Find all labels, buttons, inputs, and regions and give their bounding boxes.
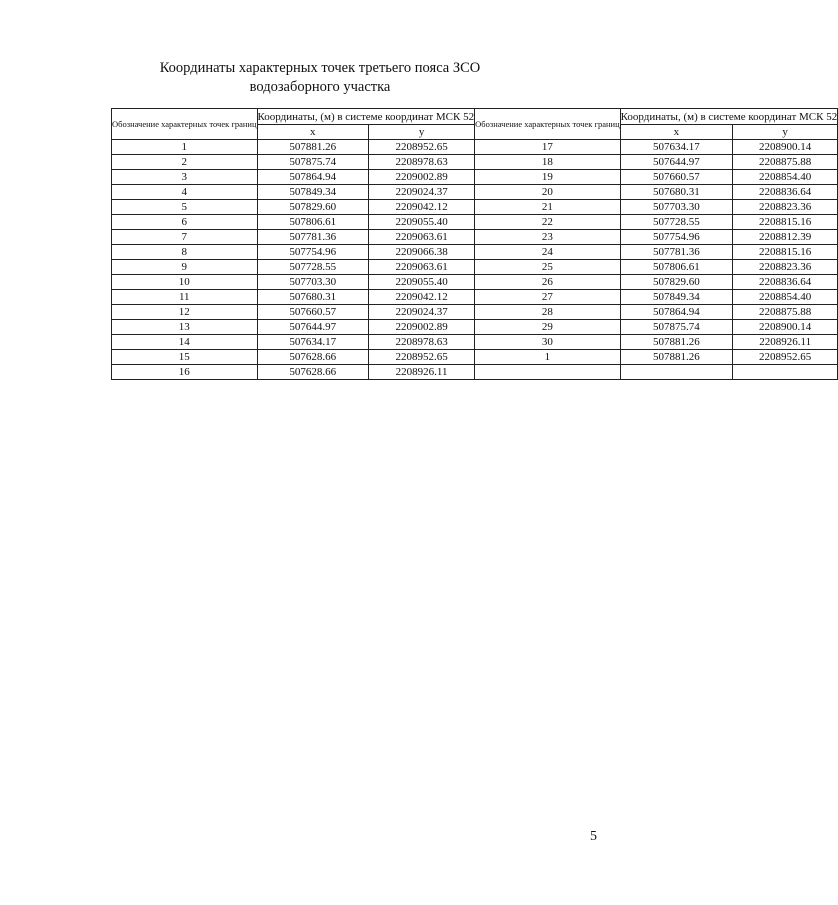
left-y-coordinate: 2209002.89 [369, 320, 475, 335]
left-y-coordinate: 2209063.61 [369, 230, 475, 245]
left-point-id: 12 [112, 305, 258, 320]
left-point-id: 7 [112, 230, 258, 245]
table-row [112, 275, 838, 290]
right-y-coordinate: 2208952.65 [733, 350, 838, 365]
right-point-id: 21 [475, 200, 621, 215]
left-x-coordinate: 507680.31 [257, 290, 368, 305]
table-row [112, 155, 838, 170]
right-y-coordinate: 2208823.36 [733, 260, 838, 275]
left-y-coordinate: 2209024.37 [369, 185, 475, 200]
left-point-id: 16 [112, 365, 258, 380]
left-point-id: 8 [112, 245, 258, 260]
title-line-2: водозаборного участка [249, 79, 391, 95]
table-row [112, 185, 838, 200]
left-y-coordinate: 2208926.11 [369, 365, 475, 380]
table-row [112, 365, 838, 380]
page-number: 5 [590, 829, 597, 844]
left-y-coordinate: 2209042.12 [369, 200, 475, 215]
left-x-coordinate: 507628.66 [257, 350, 368, 365]
left-x-coordinate: 507660.57 [257, 305, 368, 320]
left-y-coordinate: 2209063.61 [369, 260, 475, 275]
left-x-coordinate: 507628.66 [257, 365, 368, 380]
right-x-coordinate: 507864.94 [620, 305, 732, 320]
right-point-id: 22 [475, 215, 621, 230]
table-header-row [112, 109, 838, 125]
table-row [112, 335, 838, 350]
right-y-coordinate: 2208900.14 [733, 320, 838, 335]
left-x-coordinate: 507806.61 [257, 215, 368, 230]
left-point-id: 6 [112, 215, 258, 230]
right-point-id: 29 [475, 320, 621, 335]
page-title [0, 59, 640, 97]
right-y-coordinate: 2208836.64 [733, 185, 838, 200]
table-row [112, 350, 838, 365]
right-y-coordinate: 2208875.88 [733, 305, 838, 320]
right-point-id: 30 [475, 335, 621, 350]
right-y-coordinate: 2208926.11 [733, 335, 838, 350]
left-y-coordinate: 2209055.40 [369, 215, 475, 230]
right-y-coordinate: 2208815.16 [733, 245, 838, 260]
right-y-coordinate [733, 365, 838, 380]
title-line-1: Координаты характерных точек третьего пояса ЗСО [159, 60, 481, 76]
right-x-coordinate: 507881.26 [620, 335, 732, 350]
right-y-coordinate: 2208854.40 [733, 170, 838, 185]
left-y-coordinate: 2209024.37 [369, 305, 475, 320]
table-row [112, 170, 838, 185]
left-x-coordinate: 507703.30 [257, 275, 368, 290]
right-y-coordinate: 2208812.39 [733, 230, 838, 245]
right-point-id: 27 [475, 290, 621, 305]
left-point-id: 3 [112, 170, 258, 185]
table-row [112, 260, 838, 275]
left-x-coordinate: 507781.36 [257, 230, 368, 245]
right-point-id: 23 [475, 230, 621, 245]
right-point-id: 25 [475, 260, 621, 275]
left-point-id: 13 [112, 320, 258, 335]
table-row [112, 290, 838, 305]
coord-header-left: Координаты, (м) в системе координат МСК 52 [257, 109, 475, 125]
table-row [112, 245, 838, 260]
right-y-coordinate: 2208823.36 [733, 200, 838, 215]
left-y-coordinate: 2209066.38 [369, 245, 475, 260]
left-point-id: 1 [112, 140, 258, 155]
left-x-coordinate: 507881.26 [257, 140, 368, 155]
right-x-coordinate: 507660.57 [620, 170, 732, 185]
right-x-coordinate: 507728.55 [620, 215, 732, 230]
left-point-id: 4 [112, 185, 258, 200]
left-point-id: 15 [112, 350, 258, 365]
right-x-coordinate: 507634.17 [620, 140, 732, 155]
right-point-id: 17 [475, 140, 621, 155]
right-point-id: 18 [475, 155, 621, 170]
table-row [112, 230, 838, 245]
left-x-coordinate: 507634.17 [257, 335, 368, 350]
table-row [112, 305, 838, 320]
right-x-coordinate: 507644.97 [620, 155, 732, 170]
right-y-coordinate: 2208854.40 [733, 290, 838, 305]
table-row [112, 215, 838, 230]
left-point-id: 2 [112, 155, 258, 170]
right-y-coordinate: 2208815.16 [733, 215, 838, 230]
left-y-coordinate: 2208978.63 [369, 155, 475, 170]
right-y-coordinate: 2208875.88 [733, 155, 838, 170]
right-x-coordinate: 507781.36 [620, 245, 732, 260]
right-point-id: 28 [475, 305, 621, 320]
right-x-coordinate: 507703.30 [620, 200, 732, 215]
left-x-coordinate: 507728.55 [257, 260, 368, 275]
left-point-id: 9 [112, 260, 258, 275]
y-header-right: y [733, 125, 838, 140]
right-x-coordinate [620, 365, 732, 380]
right-x-coordinate: 507881.26 [620, 350, 732, 365]
left-y-coordinate: 2208952.65 [369, 140, 475, 155]
left-x-coordinate: 507864.94 [257, 170, 368, 185]
left-x-coordinate: 507644.97 [257, 320, 368, 335]
coordinates-table [111, 108, 838, 380]
left-y-coordinate: 2209055.40 [369, 275, 475, 290]
right-x-coordinate: 507875.74 [620, 320, 732, 335]
right-x-coordinate: 507680.31 [620, 185, 732, 200]
left-y-coordinate: 2208978.63 [369, 335, 475, 350]
right-point-id: 26 [475, 275, 621, 290]
left-point-id: 10 [112, 275, 258, 290]
left-y-coordinate: 2208952.65 [369, 350, 475, 365]
right-point-id: 1 [475, 350, 621, 365]
right-point-id: 20 [475, 185, 621, 200]
left-x-coordinate: 507829.60 [257, 200, 368, 215]
x-header-left: x [257, 125, 368, 140]
right-x-coordinate: 507829.60 [620, 275, 732, 290]
right-x-coordinate: 507754.96 [620, 230, 732, 245]
right-point-id [475, 365, 621, 380]
right-y-coordinate: 2208900.14 [733, 140, 838, 155]
point-header-right: Обозначение характерных точек границ [475, 109, 621, 140]
left-point-id: 5 [112, 200, 258, 215]
point-header-left: Обозначение характерных точек границ [112, 109, 258, 140]
right-x-coordinate: 507849.34 [620, 290, 732, 305]
table-row [112, 320, 838, 335]
left-point-id: 11 [112, 290, 258, 305]
left-x-coordinate: 507849.34 [257, 185, 368, 200]
y-header-left: y [369, 125, 475, 140]
x-header-right: x [620, 125, 732, 140]
coord-header-right: Координаты, (м) в системе координат МСК 52 [620, 109, 838, 125]
table-row [112, 200, 838, 215]
left-x-coordinate: 507754.96 [257, 245, 368, 260]
left-x-coordinate: 507875.74 [257, 155, 368, 170]
left-point-id: 14 [112, 335, 258, 350]
table-row [112, 140, 838, 155]
right-point-id: 19 [475, 170, 621, 185]
right-point-id: 24 [475, 245, 621, 260]
left-y-coordinate: 2209042.12 [369, 290, 475, 305]
right-y-coordinate: 2208836.64 [733, 275, 838, 290]
left-y-coordinate: 2209002.89 [369, 170, 475, 185]
right-x-coordinate: 507806.61 [620, 260, 732, 275]
